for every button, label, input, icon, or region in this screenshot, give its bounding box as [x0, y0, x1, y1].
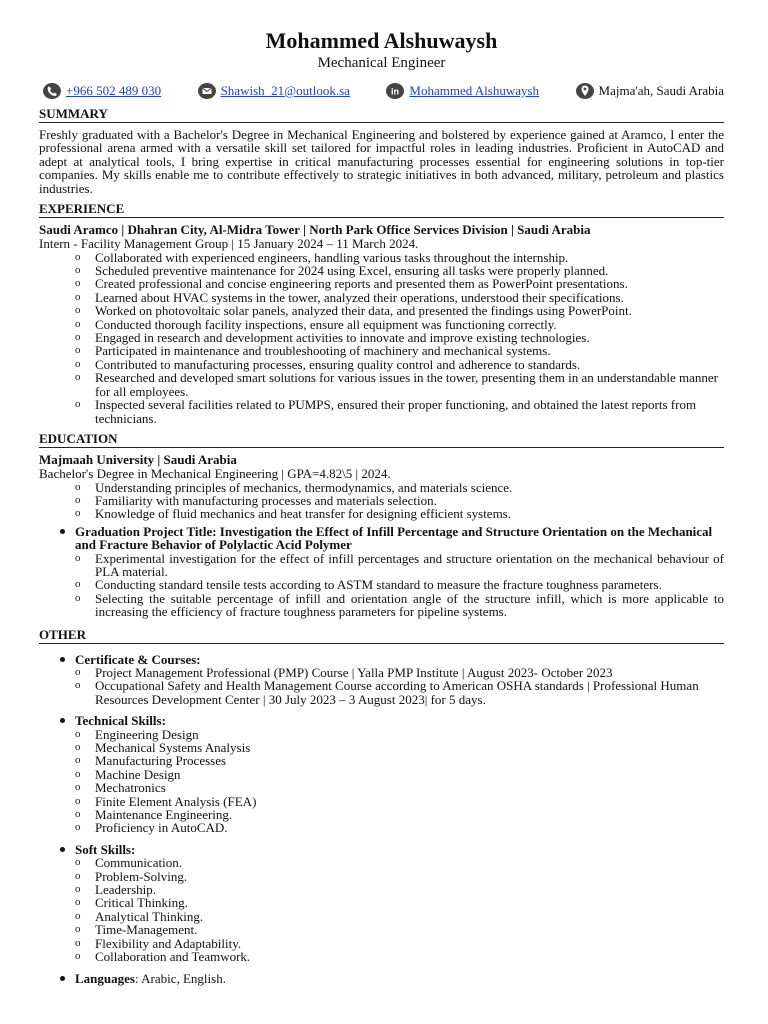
list-item: o Project Management Professional (PMP) Course | Yalla PMP Institute | August 2023- October 2023	[75, 666, 724, 679]
soft-skills-list	[75, 856, 724, 963]
svg-text:in: in	[391, 86, 400, 97]
list-item: o Mechatronics	[75, 781, 724, 794]
certificates-label: Certificate & Courses:	[75, 651, 201, 667]
contact-email	[197, 82, 350, 100]
list-item: o Machine Design	[75, 768, 724, 781]
languages-value: : Arabic, English.	[134, 970, 226, 986]
education-org: Majmaah University | Saudi Arabia	[39, 451, 237, 467]
bullet-dot	[60, 847, 65, 852]
candidate-name: Mohammed Alshuwaysh	[265, 28, 498, 53]
list-item: o Critical Thinking.	[75, 896, 724, 909]
experience-list	[75, 251, 724, 425]
bullet-dot	[60, 718, 65, 723]
education-heading: EDUCATION	[39, 431, 724, 448]
list-item: o Communication.	[75, 856, 724, 869]
list-item: o Conducted thorough facility inspections, ensure all equipment was functioning correctly.	[75, 318, 724, 331]
list-item: o Finite Element Analysis (FEA)	[75, 795, 724, 808]
contact-bar	[42, 80, 724, 102]
list-item: o Participated in maintenance and troubleshooting of machinery and mechanical systems.	[75, 344, 724, 357]
soft-skills-bullet	[39, 843, 724, 856]
candidate-title: Mechanical Engineer	[317, 55, 446, 71]
email-icon	[197, 82, 215, 100]
list-item: o Learned about HVAC systems in the tower, analyzed their operations, understood their specifications.	[75, 291, 724, 304]
linkedin-link[interactable]: Mohammed Alshuwaysh	[409, 83, 540, 98]
experience-role: Intern - Facility Management Group | 15 January 2024 – 11 March 2024.	[39, 236, 419, 252]
list-item: o Analytical Thinking.	[75, 910, 724, 923]
languages-label: Languages	[75, 970, 135, 986]
location-text: Majma'ah, Saudi Arabia	[598, 83, 724, 98]
list-item: o Selecting the suitable percentage of infill and orientation angle of the structure infill, which is more applicable to increasing the efficiency of fracture toughness parameters for pipeline systems.	[75, 592, 724, 619]
list-item: o Understanding principles of mechanics, thermodynamics, and materials science.	[75, 481, 724, 494]
list-item: o Experimental investigation for the effect of infill percentages and structure orientation on the mechanical behaviour of PLA material.	[75, 552, 724, 579]
list-item: o Inspected several facilities related to PUMPS, ensured their proper functioning, and obtained the latest reports from technicians.	[75, 398, 724, 425]
contact-phone	[42, 82, 161, 100]
technical-bullet	[39, 714, 724, 727]
list-item: o Problem-Solving.	[75, 870, 724, 883]
list-item: o Engineering Design	[75, 728, 724, 741]
list-item: o Engaged in research and development activities to innovate and improve existing technologies.	[75, 331, 724, 344]
list-item: o Created professional and concise engineering reports and presented them as PowerPoint presentations.	[75, 277, 724, 290]
other-heading: OTHER	[39, 627, 724, 644]
list-item: o Manufacturing Processes	[75, 754, 724, 767]
technical-list	[75, 728, 724, 835]
list-item: o Leadership.	[75, 883, 724, 896]
technical-label: Technical Skills:	[75, 713, 166, 729]
list-item: o Conducting standard tensile tests according to ASTM standard to measure the fracture toughness parameters.	[75, 578, 724, 591]
bullet-dot	[60, 976, 65, 981]
project-title: Graduation Project Title: Investigation the Effect of Infill Percentage and Structure Orientation on the Mechanical and Fracture Behavior of Polylactic Acid Polymer	[75, 523, 713, 553]
list-item: o Mechanical Systems Analysis	[75, 741, 724, 754]
list-item: o Familiarity with manufacturing processes and materials selection.	[75, 494, 724, 507]
contact-linkedin	[385, 82, 539, 100]
list-item: o Scheduled preventive maintenance for 2024 using Excel, ensuring all tasks were properly planned.	[75, 264, 724, 277]
list-item: o Contributed to manufacturing processes, ensuring quality control and adherence to standards.	[75, 358, 724, 371]
experience-org: Saudi Aramco | Dhahran City, Al-Midra Tower | North Park Office Services Division | Saudi Arabia	[39, 222, 591, 238]
list-item: o Worked on photovoltaic solar panels, analyzed their data, and presented the findings using PowerPoint.	[75, 304, 724, 317]
location-icon	[575, 82, 593, 100]
list-item: o Researched and developed smart solutions for various issues in the tower, presenting them in an understandable manner for all employees.	[75, 371, 724, 398]
list-item: o Time-Management.	[75, 923, 724, 936]
list-item: o Collaboration and Teamwork.	[75, 950, 724, 963]
contact-location	[575, 82, 724, 100]
email-link[interactable]: Shawish_21@outlook.sa	[220, 83, 350, 98]
list-item: o Occupational Safety and Health Management Course according to American OSHA standards | Professional Human Resources Development Center | 30 July 2023 – 3 August 2023| for 5 days.	[75, 679, 724, 706]
bullet-dot	[60, 657, 65, 662]
list-item: o Collaborated with experienced engineers, handling various tasks throughout the internship.	[75, 251, 724, 264]
soft-skills-label: Soft Skills:	[75, 841, 136, 857]
list-item: o Flexibility and Adaptability.	[75, 937, 724, 950]
certificates-list	[75, 666, 724, 706]
experience-heading: EXPERIENCE	[39, 201, 724, 218]
list-item: o Proficiency in AutoCAD.	[75, 821, 724, 834]
project-bullet	[39, 525, 724, 552]
languages-bullet	[39, 972, 724, 985]
certificates-bullet	[39, 653, 724, 666]
bullet-dot	[60, 529, 65, 534]
education-degree: Bachelor's Degree in Mechanical Engineering | GPA=4.82\5 | 2024.	[39, 465, 391, 481]
summary-heading: SUMMARY	[39, 106, 724, 123]
linkedin-icon	[385, 82, 403, 100]
project-list	[75, 552, 724, 619]
phone-link[interactable]: +966 502 489 030	[66, 83, 162, 98]
phone-icon	[42, 82, 60, 100]
summary-text: Freshly graduated with a Bachelor's Degree in Mechanical Engineering and bolstered by experience gained at Aramco, I enter the professional arena armed with a versatile skill set tailored for impactful roles in leading industries. Proficient in AutoCAD and adept at analytical tools, I bring expertise in critical manufacturing processes essential for engineering solutions in top-tier companies. My skills enable me to contribute effectively to strategic initiatives in both advanced, military, petroleum and plastics industries.	[39, 127, 724, 196]
education-list	[75, 481, 724, 521]
list-item: o Knowledge of fluid mechanics and heat transfer for designing efficient systems.	[75, 507, 724, 520]
list-item: o Maintenance Engineering.	[75, 808, 724, 821]
